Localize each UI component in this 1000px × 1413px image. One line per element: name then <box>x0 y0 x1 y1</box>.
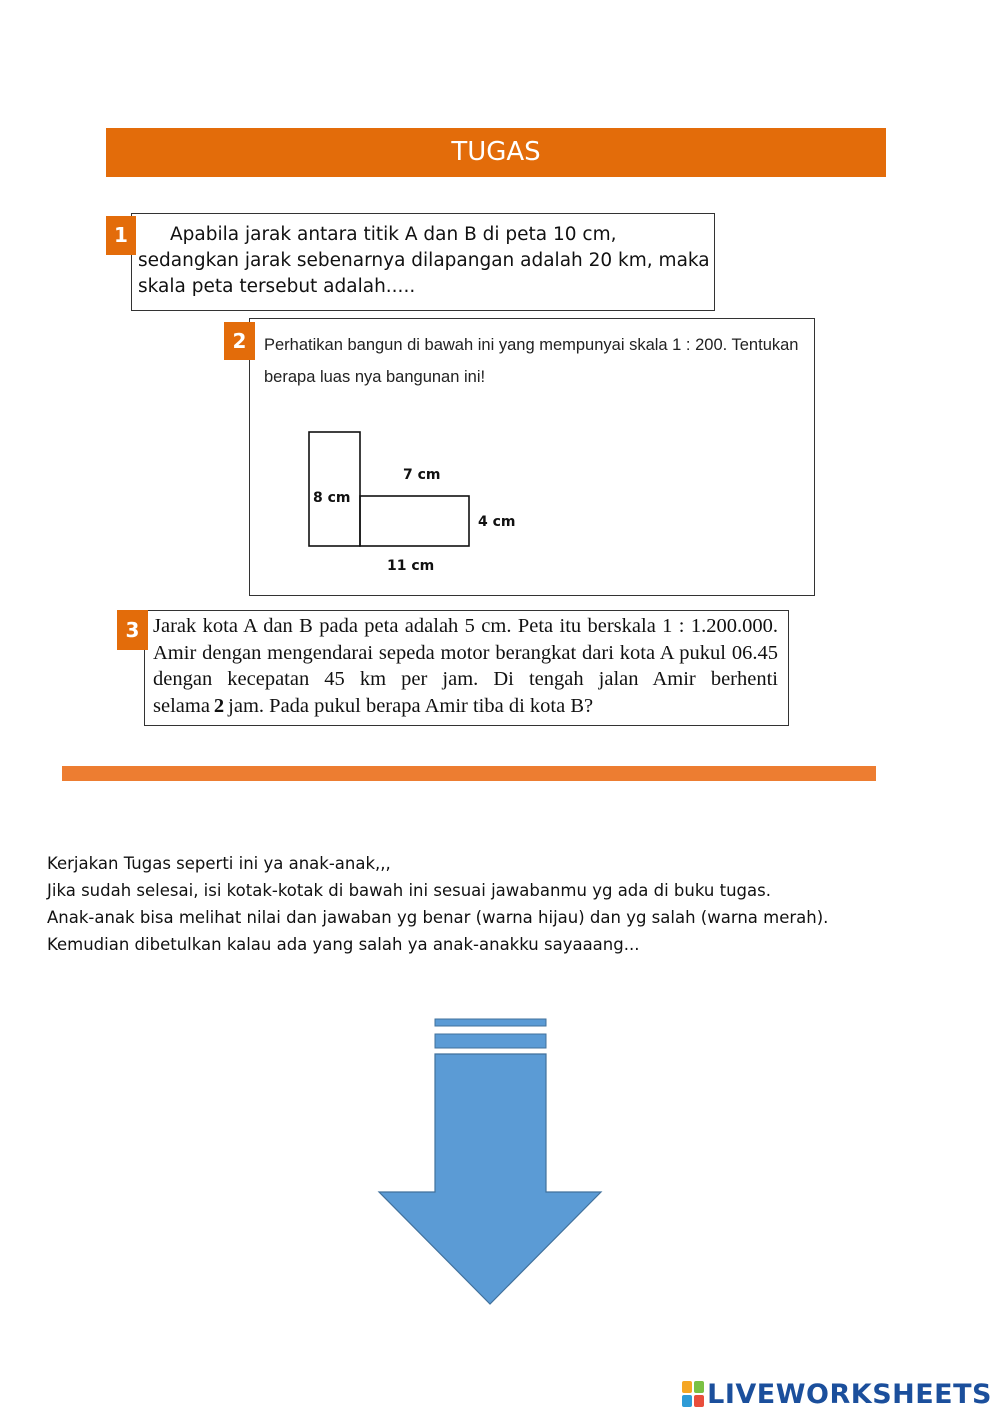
section-divider <box>62 766 876 781</box>
arrow-stripe-top <box>435 1019 546 1026</box>
figure-label-top: 7 cm <box>403 467 441 483</box>
question-3-box <box>144 610 789 726</box>
page-title: TUGAS <box>106 128 886 177</box>
l-shape-figure <box>250 319 814 595</box>
instruction-line-4: Kemudian dibetulkan kalau ada yang salah ya anak-anakku sayaaang... <box>47 935 640 954</box>
arrow-body <box>379 1054 601 1304</box>
liveworksheets-logo-icon <box>682 1381 704 1407</box>
question-3-number: 3 <box>117 610 148 650</box>
question-3-hours: 2 <box>213 694 225 717</box>
question-3-text-after: jam. Pada pukul berapa Amir tiba di kota B? <box>228 694 594 717</box>
question-2-number: 2 <box>224 322 255 360</box>
liveworksheets-logo <box>682 1376 992 1412</box>
question-2-box <box>249 318 815 596</box>
figure-label-bottom: 11 cm <box>387 558 435 574</box>
question-1-text: Apabila jarak antara titik A dan B di peta 10 cm, sedangkan jarak sebenarnya dilapangan adalah 20 km, maka skala peta tersebut adalah..... <box>138 224 710 297</box>
question-2-line-2: berapa luas nya bangunan ini! <box>264 368 486 386</box>
instructions <box>47 850 947 958</box>
question-1-box <box>131 213 715 311</box>
question-2-line-1: Perhatikan bangun di bawah ini yang mempunyai skala 1 : 200. Tentukan <box>264 336 799 354</box>
question-1-number: 1 <box>106 216 136 255</box>
instruction-line-3: Anak-anak bisa melihat nilai dan jawaban yg benar (warna hijau) dan yg salah (warna merah). <box>47 908 829 927</box>
instruction-line-2: Jika sudah selesai, isi kotak-kotak di bawah ini sesuai jawabanmu yg ada di buku tugas. <box>47 881 771 900</box>
question-3-text-before: Jarak kota A dan B pada peta adalah 5 cm. Peta itu berskala 1 : 1.200.000. Amir dengan mengendarai sepeda motor berangkat dari kota A pukul 06.45 dengan kecepatan 45 km per jam. Di tengah jalan Amir berhenti selama <box>153 615 778 717</box>
figure-label-left: 8 cm <box>313 490 351 506</box>
logo-brand-text: LIVEWORKSHEETS <box>707 1378 992 1410</box>
instruction-line-1: Kerjakan Tugas seperti ini ya anak-anak,,, <box>47 854 391 873</box>
down-arrow-icon <box>370 1012 610 1312</box>
figure-tall-rect <box>309 432 360 546</box>
figure-label-right: 4 cm <box>478 514 516 530</box>
arrow-stripe-middle <box>435 1034 546 1048</box>
question-3-text <box>153 613 778 719</box>
figure-wide-rect <box>360 496 469 546</box>
